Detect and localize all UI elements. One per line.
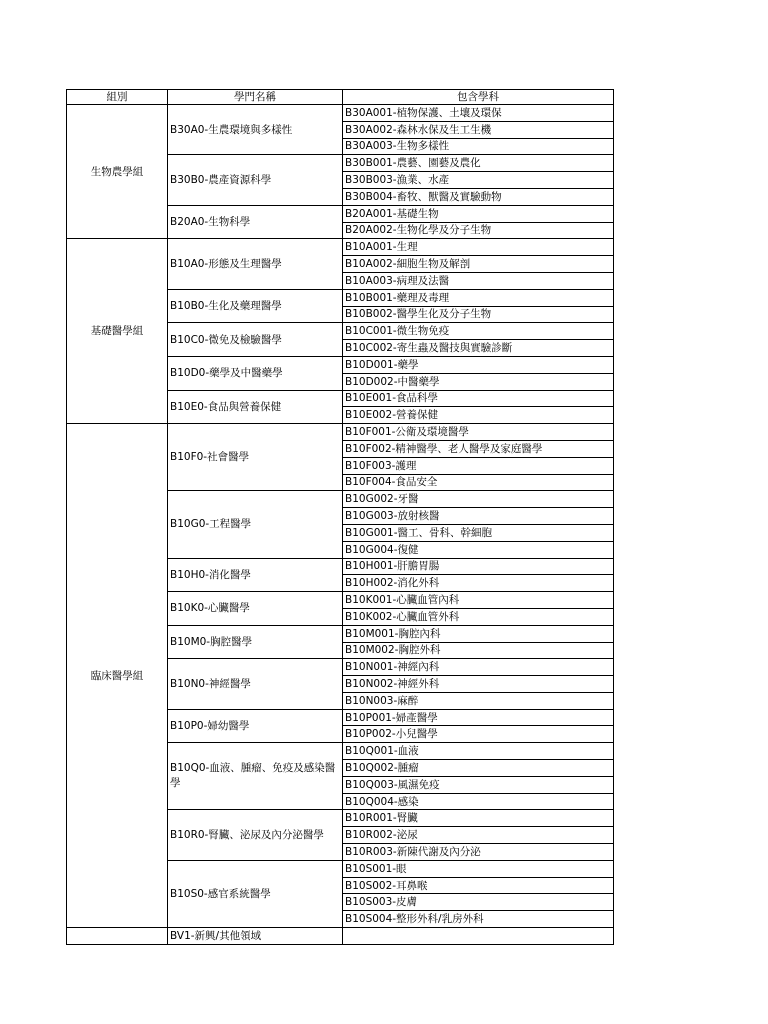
field-cell: B10D0-藥學及中醫藥學 xyxy=(168,356,343,390)
subject-cell: B10K002-心臟血管外科 xyxy=(343,608,614,625)
field-cell: B10H0-消化醫學 xyxy=(168,558,343,592)
subject-cell: B20A002-生物化學及分子生物 xyxy=(343,222,614,239)
subject-cell: B10C001-微生物免疫 xyxy=(343,323,614,340)
subject-cell: B10A001-生理 xyxy=(343,239,614,256)
subject-cell: B10P001-婦產醫學 xyxy=(343,709,614,726)
subject-cell: B30A003-生物多樣性 xyxy=(343,138,614,155)
subject-cell: B10D002-中醫藥學 xyxy=(343,373,614,390)
header-subjects: 包含學科 xyxy=(343,90,614,105)
subject-cell: B10B001-藥理及毒理 xyxy=(343,289,614,306)
table-body xyxy=(67,105,614,945)
subject-cell: B10G004-復健 xyxy=(343,541,614,558)
subject-cell: B30B001-農藝、園藝及農化 xyxy=(343,155,614,172)
field-cell: B10M0-胸腔醫學 xyxy=(168,625,343,659)
subject-cell: B30B004-畜牧、獸醫及實驗動物 xyxy=(343,188,614,205)
subject-cell: B10B002-醫學生化及分子生物 xyxy=(343,306,614,323)
subject-cell xyxy=(343,928,614,945)
table-row xyxy=(67,424,614,441)
field-cell: B20A0-生物科學 xyxy=(168,205,343,239)
table-row xyxy=(67,928,614,945)
field-cell: B10Q0-血液、腫瘤、免疫及感染醫學 xyxy=(168,743,343,810)
field-cell: B10S0-感官系統醫學 xyxy=(168,860,343,927)
subject-cell: B10G001-醫工、骨科、幹細胞 xyxy=(343,524,614,541)
subject-cell: B10D001-藥學 xyxy=(343,356,614,373)
group-cell xyxy=(67,928,168,945)
subject-cell: B10N002-神經外科 xyxy=(343,676,614,693)
group-cell: 基礎醫學組 xyxy=(67,239,168,424)
subject-cell: B10A002-細胞生物及解剖 xyxy=(343,256,614,273)
subject-cell: B30A001-植物保護、土壤及環保 xyxy=(343,105,614,122)
subject-cell: B10G003-放射核醫 xyxy=(343,508,614,525)
subject-cell: B10S002-耳鼻喉 xyxy=(343,877,614,894)
subject-cell: B10Q003-風濕免疫 xyxy=(343,776,614,793)
header-row xyxy=(67,90,614,105)
subject-cell: B10S003-皮膚 xyxy=(343,894,614,911)
subject-cell: B10Q001-血液 xyxy=(343,743,614,760)
field-cell: BV1-新興/其他領域 xyxy=(168,928,343,945)
subject-cell: B30A002-森林水保及生工生機 xyxy=(343,121,614,138)
table-row xyxy=(67,105,614,122)
field-cell: B30A0-生農環境與多樣性 xyxy=(168,105,343,155)
discipline-table xyxy=(66,89,614,945)
field-cell: B10N0-神經醫學 xyxy=(168,659,343,709)
subject-cell: B10E002-營養保健 xyxy=(343,407,614,424)
subject-cell: B10F004-食品安全 xyxy=(343,474,614,491)
subject-cell: B10Q002-腫瘤 xyxy=(343,760,614,777)
subject-cell: B10P002-小兒醫學 xyxy=(343,726,614,743)
subject-cell: B10G002-牙醫 xyxy=(343,491,614,508)
subject-cell: B10N003-麻醉 xyxy=(343,692,614,709)
field-cell: B10R0-腎臟、泌尿及內分泌醫學 xyxy=(168,810,343,860)
subject-cell: B10H001-肝膽胃腸 xyxy=(343,558,614,575)
field-cell: B10K0-心臟醫學 xyxy=(168,592,343,626)
field-cell: B30B0-農產資源科學 xyxy=(168,155,343,205)
subject-cell: B10S001-眼 xyxy=(343,860,614,877)
subject-cell: B10K001-心臟血管內科 xyxy=(343,592,614,609)
group-cell: 臨床醫學組 xyxy=(67,424,168,928)
subject-cell: B10R003-新陳代謝及內分泌 xyxy=(343,844,614,861)
header-group: 組別 xyxy=(67,90,168,105)
field-cell: B10C0-微免及檢驗醫學 xyxy=(168,323,343,357)
table-row xyxy=(67,239,614,256)
field-cell: B10E0-食品與營養保健 xyxy=(168,390,343,424)
subject-cell: B10R001-腎臟 xyxy=(343,810,614,827)
subject-cell: B10M002-胸腔外科 xyxy=(343,642,614,659)
field-cell: B10P0-婦幼醫學 xyxy=(168,709,343,743)
subject-cell: B30B003-漁業、水產 xyxy=(343,172,614,189)
field-cell: B10F0-社會醫學 xyxy=(168,424,343,491)
group-cell: 生物農學組 xyxy=(67,105,168,239)
subject-cell: B10H002-消化外科 xyxy=(343,575,614,592)
subject-cell: B10R002-泌尿 xyxy=(343,827,614,844)
subject-cell: B10A003-病理及法醫 xyxy=(343,272,614,289)
subject-cell: B10F001-公衛及環境醫學 xyxy=(343,424,614,441)
subject-cell: B10S004-整形外科/乳房外科 xyxy=(343,911,614,928)
subject-cell: B10F003-護理 xyxy=(343,457,614,474)
subject-cell: B10N001-神經內科 xyxy=(343,659,614,676)
subject-cell: B10M001-胸腔內科 xyxy=(343,625,614,642)
subject-cell: B10C002-寄生蟲及醫技與實驗診斷 xyxy=(343,340,614,357)
field-cell: B10G0-工程醫學 xyxy=(168,491,343,558)
header-field: 學門名稱 xyxy=(168,90,343,105)
subject-cell: B20A001-基礎生物 xyxy=(343,205,614,222)
field-cell: B10A0-形態及生理醫學 xyxy=(168,239,343,289)
subject-cell: B10F002-精神醫學、老人醫學及家庭醫學 xyxy=(343,440,614,457)
subject-cell: B10Q004-感染 xyxy=(343,793,614,810)
field-cell: B10B0-生化及藥理醫學 xyxy=(168,289,343,323)
table-header xyxy=(67,90,614,105)
subject-cell: B10E001-食品科學 xyxy=(343,390,614,407)
